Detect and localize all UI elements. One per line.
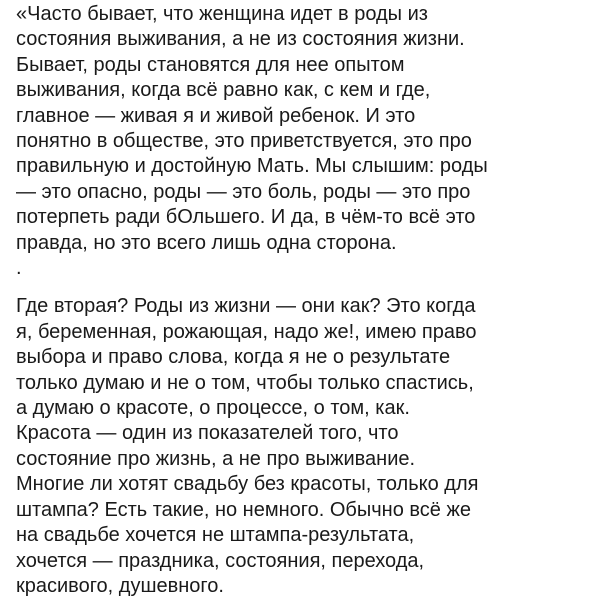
- text-line: главное — живая я и живой ребенок. И это: [16, 104, 416, 127]
- post-text: [16, 2, 596, 599]
- paragraph-2: [16, 294, 596, 599]
- text-line: «Часто бывает, что женщина идет в роды из: [16, 3, 428, 25]
- text-line: Многие ли хотят свадьбу без красоты, только для: [16, 473, 479, 496]
- text-line: — это опасно, роды — это боль, роды — это про: [16, 180, 471, 203]
- text-line: состояния выживания, а не из состояния жизни.: [16, 28, 465, 51]
- text-line: Красота — один из показателей того, что: [16, 422, 399, 445]
- text-line: только думаю и не о том, чтобы только спастись,: [16, 371, 474, 394]
- paragraph-gap: [16, 281, 596, 294]
- text-line: правильную и достойную Мать. Мы слышим: роды: [16, 155, 488, 178]
- text-line: состояние про жизнь, а не про выживание.: [16, 447, 416, 470]
- text-line: а думаю о красоте, о процессе, о том, как.: [16, 397, 410, 420]
- text-line: выживания, когда всё равно как, с кем и где,: [16, 79, 431, 102]
- text-line: понятно в обществе, это приветствуется, это про: [16, 130, 472, 153]
- text-line: Бывает, роды становятся для нее опытом: [16, 53, 405, 76]
- text-line: красивого, душевного.: [16, 574, 224, 597]
- paragraph-1: [16, 2, 596, 256]
- text-line: хочется — праздника, состояния, перехода,: [16, 549, 425, 572]
- text-line: я, беременная, рожающая, надо же!, имею право: [16, 320, 477, 343]
- text-line: потерпеть ради бОльшего. И да, в чём-то всё это: [16, 206, 476, 229]
- paragraph-separator: .: [16, 257, 22, 280]
- text-line: на свадьбе хочется не штампа-результата,: [16, 524, 415, 547]
- text-line: Где вторая? Роды из жизни — они как? Это когда: [16, 295, 476, 318]
- text-line: штампа? Есть такие, но немного. Обычно всё же: [16, 498, 471, 521]
- text-line: выбора и право слова, когда я не о результате: [16, 346, 451, 369]
- text-line: правда, но это всего лишь одна сторона.: [16, 231, 397, 254]
